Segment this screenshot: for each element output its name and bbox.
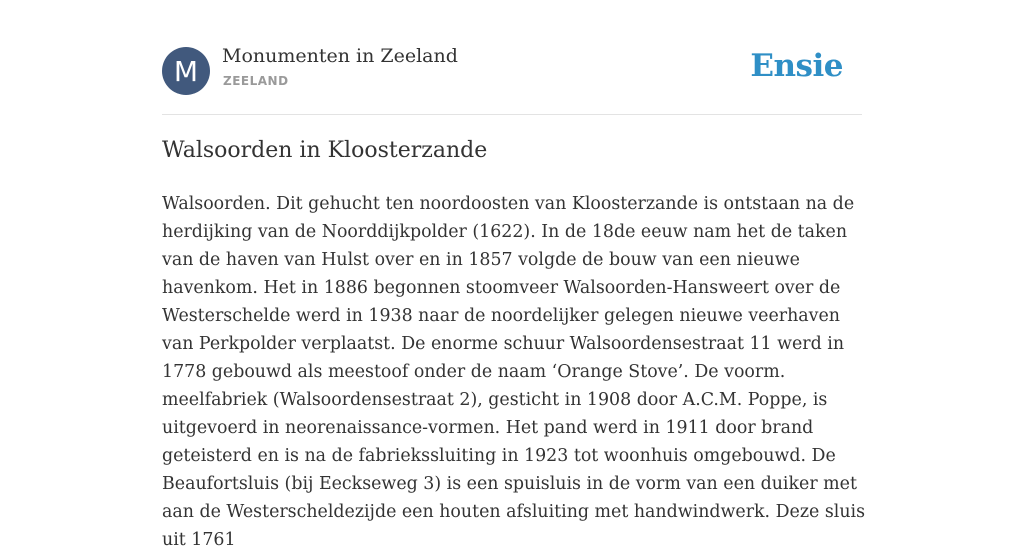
article-body: Walsoorden. Dit gehucht ten noordoosten van Kloosterzande is ontstaan na de herdijking van de Noorddijkpolder (1622). In de 18de eeuw nam het de taken van de haven van Hulst over en in 1857 volgde de bouw van een nieuwe havenkom. Het in 1886 begonnen stoomveer Walsoorden-Hansweert over de Westerschelde werd in 1938 naar de noordelijker gelegen nieuwe veerhaven van Perkpolder verplaatst. De enorme schuur Walsoordensestraat 11 werd in 1778 gebouwd als meestoof onder de naam ‘Orange Stove’. De voorm. meelfabriek (Walsoordensestraat 2), gesticht in 1908 door A.C.M. Poppe, is uitgevoerd in neorenaissance-vormen. Het pand werd in 1911 door brand geteisterd en is na de fabriekssluiting in 1923 tot woonhuis omgebouwd. De Beaufortsluis (bij Eeckseweg 3) is een spuisluis in de vorm van een duiker met aan de Westerscheldezijde een houten afsluiting met handwindwerk. Deze sluis uit 1761 [162,194,866,550]
source-subtitle: ZEELAND [223,74,289,88]
brand-logo[interactable]: Ensie [750,48,843,84]
avatar[interactable]: M [162,47,210,95]
entry-card [162,0,866,550]
page-title: Walsoorden in Kloosterzande [162,138,488,163]
source-title[interactable]: Monumenten in Zeeland [222,45,458,67]
entry-header [162,0,862,115]
